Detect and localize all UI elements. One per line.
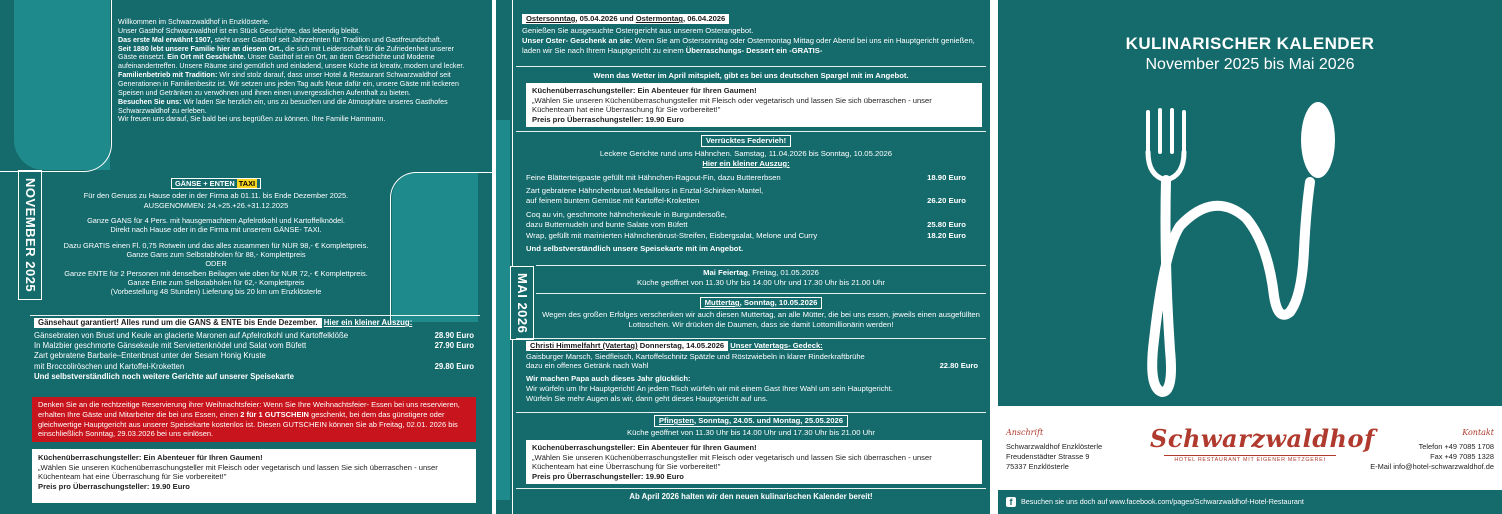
fathersday-section: Christi Himmelfahrt (Vatertag) Donnerstag, 14.05.2026 Unser Vatertags- Gedeck: Gaisburger Marsch, Siedfleisch, Kartoffelschnitz Spätzle und Röstzwiebeln in klarer Rinderkraftbrühe dazu ein offenes Getränk nach Wahl 22.80 Euro Wir machen Papa auch dieses Jahr glücklich: Wir würfeln um Ihr Hauptgericht! An jedem Tisch würfeln wir mit einem Gast Ihrer Wahl um sein Hauptgericht. Würfeln Sie mehr Augen als wir, dann geht dieses Hauptgericht auf uns. — [526, 341, 978, 403]
intro-text: Willkommen im Schwarzwaldhof in Enzklösterle. Unser Gasthof Schwarzwaldhof ist ein Stück Geschichte, das lebendig bleibt. Das erste Mal erwähnt 1907, steht unser Gasthof seit Jahrzehnten für Tradition und Gastfreundschaft. Seit 1880 lebt unsere Familie hier an diesem Ort., die sich mit Leidenschaft für die Zufriedenheit unserer Gäste einsetzt. Ein Ort mit Geschichte. Unser Gasthof ist ein Ort, an dem Geschichte und Moderne aufeinandertreffen. Unsere Räume sind gemütlich und einladend, unsere Küche ist kreativ, modern und lecker. Familienbetrieb mit Tradition: Wir sind stolz darauf, dass unser Hotel & Restaurant Schwarzwaldhof seit Generationen in Familienbesitz ist. Wir setzen uns jeden Tag aufs Neue dafür ein, unsere Gäste mit leckeren Speisen und Getränken zu verwöhnen und ihnen einen unvergesslichen Aufenthalt zu bieten. Besuchen Sie uns: Wir laden Sie herzlich ein, uns zu besuchen und die Atmosphäre unseres Gasthofes Schwarzwaldhof zu erleben. Wir freuen uns darauf, Sie bald bei uns begrüßen zu können. Ihre Familie Hammann. — [118, 18, 465, 124]
menu-item: Gaisburger Marsch, Siedfleisch, Kartoffelschnitz Spätzle und Röstzwiebeln in klarer Rinderkraftbrühe dazu ein offenes Getränk nach Wahl 22.80 Euro — [526, 351, 978, 371]
easter-section: Ostersonntag, 05.04.2026 und Ostermontag, 06.04.2026 Genießen Sie ausgesuchte Ostergericht aus unserem Osterangebot. Unser Oster- Geschenk an sie: Wenn Sie am Ostersonntag oder Ostermontag Mittag oder Abend bei uns ein Hauptgericht genießen, laden wir Sie nach Ihrem Hauptgericht zu einem Überraschungs- Dessert ein -GRATIS- — [522, 14, 975, 55]
easter-heading: Ostersonntag, 05.04.2026 und Ostermontag, 06.04.2026 — [522, 14, 729, 24]
address-block: Anschrift Schwarzwaldhof Enzklösterle Freudenstädter Strasse 9 75337 Enzklösterle — [1006, 428, 1103, 471]
decor-frame — [390, 172, 492, 324]
divider — [516, 412, 986, 413]
mayday-section: Mai Feiertag, Freitag, 01.05.2026 Küche geöffnet von 11.30 Uhr bis 14.00 Uhr und 17.30 Uhr bis 21.00 Uhr — [636, 268, 885, 287]
may-panel — [496, 0, 990, 514]
menu-item: Gänsebraten von Brust und Keule an glacierte Maronen auf Apfelrotkohl und Kartoffelklöße 28.90 Euro — [34, 331, 474, 341]
menu-item: In Malzbier geschmorte Gänsekeule mit Serviettenknödel und Salat vom Büfett 27.90 Euro — [34, 341, 474, 351]
divider — [516, 66, 986, 67]
divider — [536, 265, 986, 266]
fathersday-heading: Christi Himmelfahrt (Vatertag) Donnerstag, 14.05.2026 — [526, 341, 728, 351]
month-label: NOVEMBER 2025 — [18, 170, 42, 300]
november-panel — [0, 0, 492, 514]
facebook-icon[interactable]: f — [1006, 497, 1016, 507]
gans-section: Gänsehaut garantiert! Alles rund um die GANS & ENTE bis Ende Dezember. Hier ein kleiner Auszug: Gänsebraten von Brust und Keule an glacierte Maronen auf Apfelrotkohl und Kartoffelklöße 28.90 Euro In Malzbier geschmorte Gänsekeule mit Serviettenknödel und Salat vom Büfett 27.90 Euro Zart gebratene Barbarie–Entenbrust unter der Sesam Honig Kruste mit Broccoliröschen und Kartoffel-Kroketten 29.80 Euro Und selbstverständlich noch weitere Gerichte auf unserer Speisekarte — [34, 318, 474, 381]
divider-vertical — [512, 0, 513, 514]
divider — [516, 131, 986, 132]
mothersday-section: Muttertag, Sonntag, 10.05.2026 Wegen des großen Erfolges verschenken wir auch diesen Muttertag, an alle Mütter, die bei uns essen, jeweils einen ausgefüllten Lottoschein. Wir drücken die Daumen, dass sie damit Lottomillionärin werden! — [542, 298, 980, 329]
divider — [516, 338, 986, 339]
pentecost-section: Pfingsten, Sonntag, 24.05. und Montag, 25.05.2026 Küche geöffnet von 11.30 Uhr bis 14.00 Uhr und 17.30 Uhr bis 21.00 Uhr — [626, 416, 875, 437]
facebook-bar — [998, 490, 1502, 514]
asparagus-note: Wenn das Wetter im April mitspielt, gibt es bei uns deutschen Spargel mit im Angebot. — [593, 71, 909, 80]
pentecost-heading: Pfingsten, Sonntag, 24.05. und Montag, 25.05.2026 — [654, 415, 848, 427]
menu-item: Zart gebratene Barbarie–Entenbrust unter der Sesam Honig Kruste mit Broccoliröschen und Kartoffel-Kroketten 29.80 Euro — [34, 351, 474, 371]
cover-subtitle: November 2025 bis Mai 2026 — [1145, 56, 1355, 73]
poultry-heading: Verrücktes Federvieh! — [701, 135, 791, 147]
cover-title: KULINARISCHER KALENDER — [1125, 34, 1375, 53]
christmas-voucher-box: Denken Sie an die rechtzeitige Reservierung ihrer Weihnachtsfeier: Wenn Sie Ihre Weihnachtsfeier- Essen bei uns reservieren, erhalten Ihre Gäste und Mitarbeiter die bei uns Essen, einen 2 für 1 GUTSCHEIN geschenkt, bei dem das günstigere oder gleichwertige Hauptgericht aus unserer Speisekarte kostenlos ist. Diesen GUTSCHEIN können Sie ab Freitag, 02.01. 2026 bis einschließlich Sonntag, 29.03.2026 bei uns einlösen. — [32, 397, 476, 442]
menu-item: Wrap, gefüllt mit marinierten Hähnchenbrust-Streifen, Eisbergsalat, Melone und Curry 18.20 Euro — [526, 231, 966, 240]
menu-item: Coq au vin, geschmorte hähnchenkeule in Burgundersoße, dazu Butternudeln und bunte Salate vom Büfett 25.80 Euro — [526, 210, 966, 229]
taxi-highlight: TAXI — [238, 179, 256, 188]
mothersday-heading: Muttertag, Sonntag, 10.05.2026 — [700, 297, 823, 309]
month-label: MAI 2026 — [510, 266, 534, 340]
closing-note: Ab April 2026 halten wir den neuen kulinarischen Kalender bereit! — [629, 492, 873, 501]
decor-frame — [0, 0, 112, 172]
menu-item: Feine Blätterteigpaste gefüllt mit Hähnchen-Ragout-Fin, dazu Buttererbsen 18.90 Euro — [526, 173, 966, 182]
poultry-section: Verrücktes Federvieh! Leckere Gerichte rund ums Hähnchen. Samstag, 11.04.2026 bis Sonntag, 10.05.2026 Hier ein kleiner Auszug: Feine Blätterteigpaste gefüllt mit Hähnchen-Ragout-Fin, dazu Buttererbsen 18.90 Euro Zart gebratene Hähnchenbrust Medaillons in Enztal-Schinken-Mantel, auf feinem buntem Gemüse mit Kartoffel-Kroketten 26.20 Euro Coq au vin, geschmorte hähnchenkeule in Burgundersoße, dazu Butternudeln und bunte Salate vom Büfett 25.80 Euro Wrap, gefüllt mit marinierten Hähnchenbrust-Streifen, Eisbergsalat, Melone und Curry 18.20 Euro Und selbstverständlich unsere Speisekarte mit im Angebot. — [526, 136, 966, 253]
surprise-plate-box: Küchenüberraschungsteller: Ein Abenteuer für Ihren Gaumen! „Wählen Sie unseren Küchenüberraschungsteller mit Fleisch oder vegetarisch und lassen Sie sich überraschen - unser Küchenteam hat eine Überraschung für Sie vorbereitet!" Preis pro Überraschungsteller: 19.90 Euro — [526, 83, 982, 127]
cover-background — [998, 0, 1502, 406]
divider — [516, 488, 986, 489]
fork-spoon-icon — [1118, 100, 1378, 400]
logo: Schwarzwaldhof HOTEL RESTAURANT MIT EIGENER METZGEREI — [1150, 424, 1375, 464]
contact-block: Kontakt Telefon +49 7085 1708 Fax +49 7085 1328 E-Mail info@hotel-schwarzwaldhof.de — [1370, 428, 1494, 471]
facebook-link[interactable]: Besuchen sie uns doch auf www.facebook.com/pages/Schwarzwaldhof-Hotel-Restaurant — [1021, 496, 1304, 506]
menu-item: Zart gebratene Hähnchenbrust Medaillons in Enztal-Schinken-Mantel, auf feinem buntem Gemüse mit Kartoffel-Kroketten 26.20 Euro — [526, 186, 966, 205]
taxi-section: GÄNSE + ENTEN TAXI Für den Genuss zu Hause oder in der Firma ab 01.11. bis Ende Dezember 2025. AUSGENOMMEN: 24.+25.+26.+31.12.2025 Ganze GANS für 4 Pers. mit hausgemachtem Apfelrotkohl und Kartoffelknödel. Direkt nach Hause oder in die Firma mit unserem GÄNSE- TAXI. Dazu GRATIS einen Fl. 0,75 Rotwein und das alles zusammen für NUR 98,- € Komplettpreis. Ganze Gans zum Selbstabholen für 88,- Komplettpreis ODER Ganze ENTE für 2 Personen mit denselben Beilagen wie oben für NUR 72,- € Komplettpreis. Ganze Ente zum Selbstabholen für 62,- Komplettpreis (Vorbestellung 48 Stunden) Lieferung bis 20 km um Enzklösterle — [63, 179, 369, 297]
decor-shape — [496, 120, 510, 500]
gans-heading: Gänsehaut garantiert! Alles rund um die GANS & ENTE bis Ende Dezember. — [34, 318, 322, 328]
surprise-plate-box: Küchenüberraschungsteller: Ein Abenteuer für Ihren Gaumen! „Wählen Sie unseren Küchenüberraschungsteller mit Fleisch oder vegetarisch und lassen Sie sich überraschen - unser Küchenteam hat eine Überraschung für Sie vorbereitet!" Preis pro Überraschungsteller: 19.90 Euro — [32, 449, 476, 503]
cover-panel — [994, 0, 1502, 514]
surprise-plate-box: Küchenüberraschungsteller: Ein Abenteuer für Ihren Gaumen! „Wählen Sie unseren Küchenüberraschungsteller mit Fleisch oder vegetarisch und lassen Sie sich überraschen - unser Küchenteam hat eine Überraschung für Sie vorbereitet!" Preis pro Überraschungsteller: 19.90 Euro — [526, 440, 982, 484]
divider — [30, 315, 480, 316]
divider — [536, 293, 986, 294]
